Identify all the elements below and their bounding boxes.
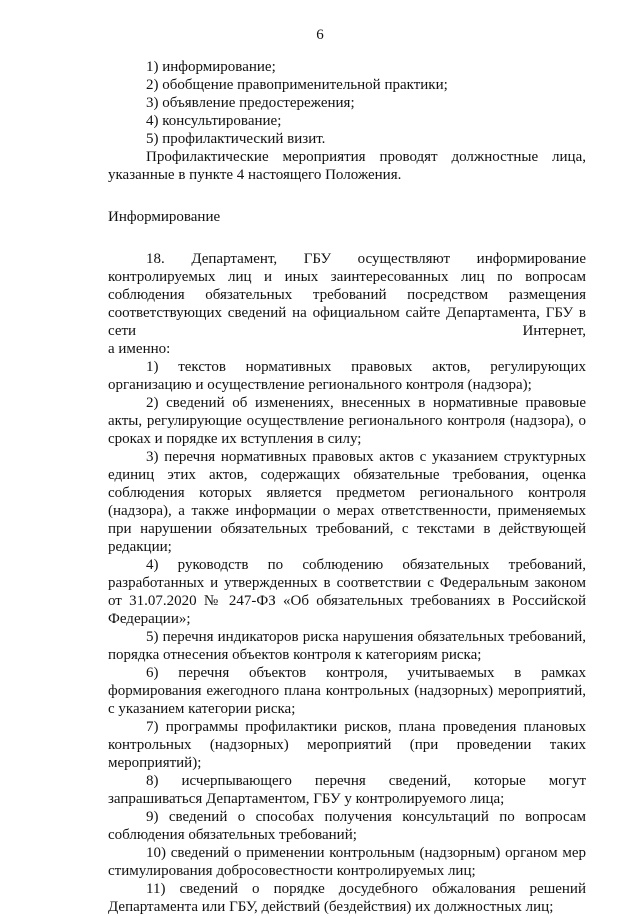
clause-18: 18. Департамент, ГБУ осуществляют информирование контролируемых лиц и иных заинтересованных лиц по вопросам соблюдения обязательных требований посредством размещения соответствующих сведений на официальном сайте Департамента, ГБУ в сети Интернет, (108, 251, 586, 339)
sub-item-5: 5) перечня индикаторов риска нарушения обязательных требований, порядка отнесения объектов контроля к категориям риска; (108, 629, 586, 663)
sub-item-10: 10) сведений о применении контрольным (надзорным) органом мер стимулирования добросовестности контролируемых лиц; (108, 845, 586, 879)
sub-item-9: 9) сведений о способах получения консультаций по вопросам соблюдения обязательных требований; (108, 809, 586, 843)
sub-item-6: 6) перечня объектов контроля, учитываемых в рамках формирования ежегодного плана контрольных (надзорных) мероприятий, с указанием категории риска; (108, 665, 586, 717)
sub-item-7: 7) программы профилактики рисков, плана проведения плановых контрольных (надзорных) мероприятий (при проведении таких мероприятий); (108, 719, 586, 771)
list-item-1: 1) информирование; (146, 59, 276, 75)
section-heading: Информирование (108, 209, 221, 225)
list-item-4: 4) консультирование; (146, 113, 282, 129)
sub-item-8: 8) исчерпывающего перечня сведений, которые могут запрашиваться Департаментом, ГБУ у контролируемого лица; (108, 773, 586, 807)
list-item-2: 2) обобщение правоприменительной практики; (146, 77, 448, 93)
sub-item-4: 4) руководств по соблюдению обязательных требований, разработанных и утвержденных в соответствии с Федеральным законом от 31.07.2020 № 247-ФЗ «Об обязательных требованиях в Российской Федерации»; (108, 557, 586, 627)
sub-item-11: 11) сведений о порядке досудебного обжалования решений Департамента или ГБУ, действий (бездействия) их должностных лиц; (108, 881, 586, 915)
document-body (108, 58, 586, 916)
list-item-3: 3) объявление предостережения; (146, 95, 355, 111)
sub-item-1: 1) текстов нормативных правовых актов, регулирующих организацию и осуществление регионального контроля (надзора); (108, 359, 586, 393)
sub-item-3: 3) перечня нормативных правовых актов с указанием структурных единиц этих актов, содержащих обязательные требования, оценка соблюдения которых является предметом регионального контроля (надзора), а также информации о мерах ответственности, применяемых при нарушении обязательных требований, с текстами в действующей редакции; (108, 449, 586, 555)
list-item-5: 5) профилактический визит. (146, 131, 326, 147)
page-number: 6 (316, 27, 324, 43)
intro-paragraph: Профилактические мероприятия проводят должностные лица, указанные в пункте 4 настоящего Положения. (108, 149, 586, 183)
sub-item-2: 2) сведений об изменениях, внесенных в нормативные правовые акты, регулирующие осуществление регионального контроля (надзора), о сроках и порядке их вступления в силу; (108, 395, 586, 447)
clause-18-tail: а именно: (108, 341, 171, 357)
